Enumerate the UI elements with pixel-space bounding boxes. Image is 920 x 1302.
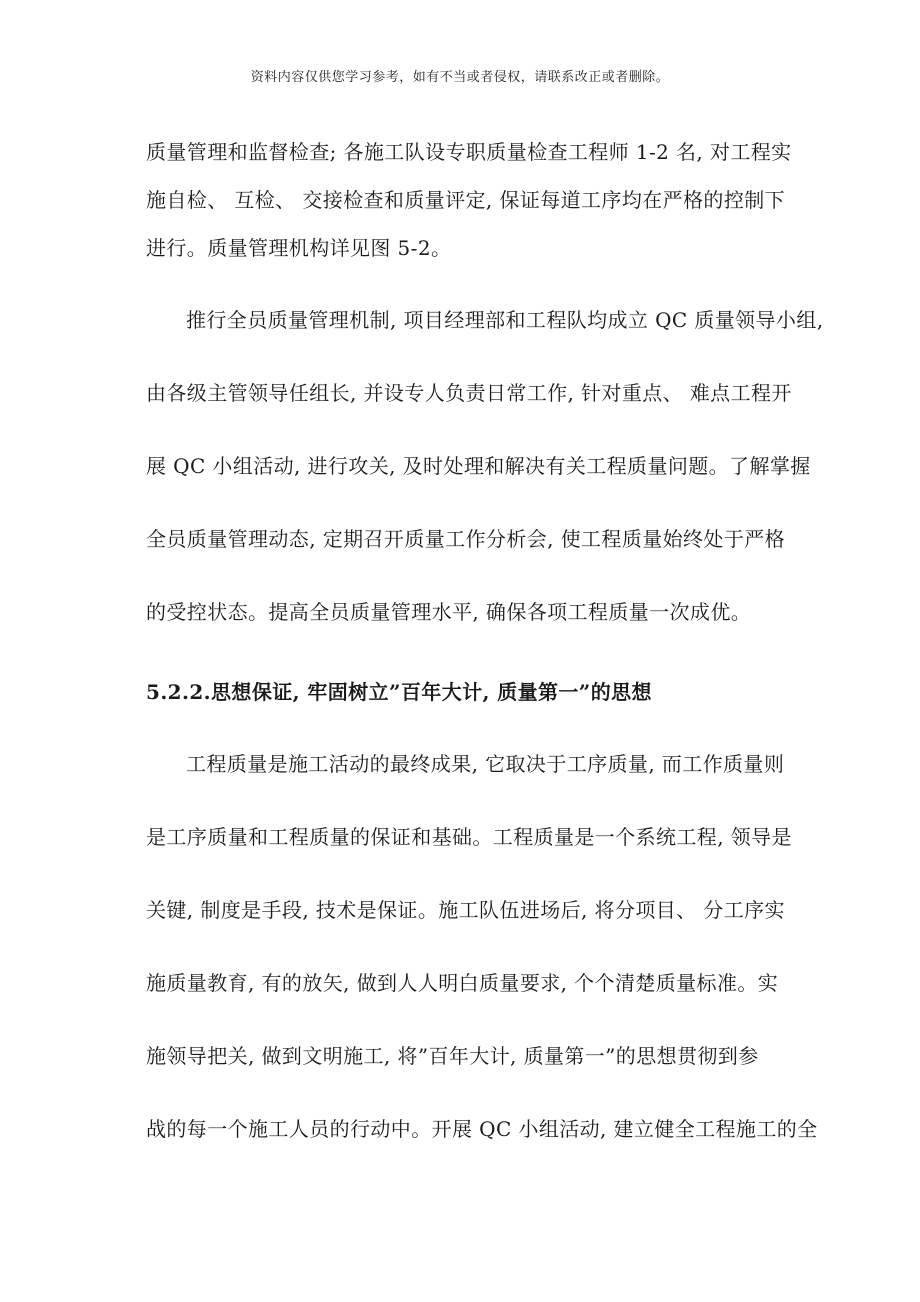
section-heading: 5.2.2.思想保证, 牢固树立”百年大计, 质量第一”的思想: [146, 680, 652, 704]
text-line: 是工序质量和工程质量的保证和基础。工程质量是一个系统工程, 领导是: [146, 825, 792, 849]
text-line: 由各级主管领导任组长, 并设专人负责日常工作, 针对重点、 难点工程开: [146, 381, 792, 405]
text-line: 战的每一个施工人员的行动中。开展 QC 小组活动, 建立健全工程施工的全: [146, 1117, 818, 1141]
text-line: 施自检、 互检、 交接检查和质量评定, 保证每道工序均在严格的控制下: [146, 188, 786, 212]
text-line: 全员质量管理动态, 定期召开质量工作分析会, 使工程质量始终处于严格: [146, 527, 786, 551]
text-line: 关键, 制度是手段, 技术是保证。施工队伍进场后, 将分项目、 分工序实: [146, 898, 785, 922]
text-line: 工程质量是施工活动的最终成果, 它取决于工序质量, 而工作质量则: [186, 752, 785, 776]
text-line: 展 QC 小组活动, 进行攻关, 及时处理和解决有关工程质量问题。了解掌握: [146, 454, 811, 478]
text-line: 推行全员质量管理机制, 项目经理部和工程队均成立 QC 质量领导小组,: [186, 308, 824, 332]
text-line: 施质量教育, 有的放矢, 做到人人明白质量要求, 个个清楚质量标准。实: [146, 971, 779, 995]
disclaimer-header: 资料内容仅供您学习参考，如有不当或者侵权，请联系改正或者删除。: [250, 70, 670, 85]
text-line: 进行。质量管理机构详见图 5-2。: [146, 236, 452, 260]
text-line: 的受控状态。提高全员质量管理水平, 确保各项工程质量一次成优。: [146, 600, 752, 624]
text-line: 施领导把关, 做到文明施工, 将”百年大计, 质量第一”的思想贯彻到参: [146, 1044, 759, 1068]
text-line: 质量管理和监督检查; 各施工队设专职质量检查工程师 1-2 名, 对工程实: [146, 140, 792, 164]
